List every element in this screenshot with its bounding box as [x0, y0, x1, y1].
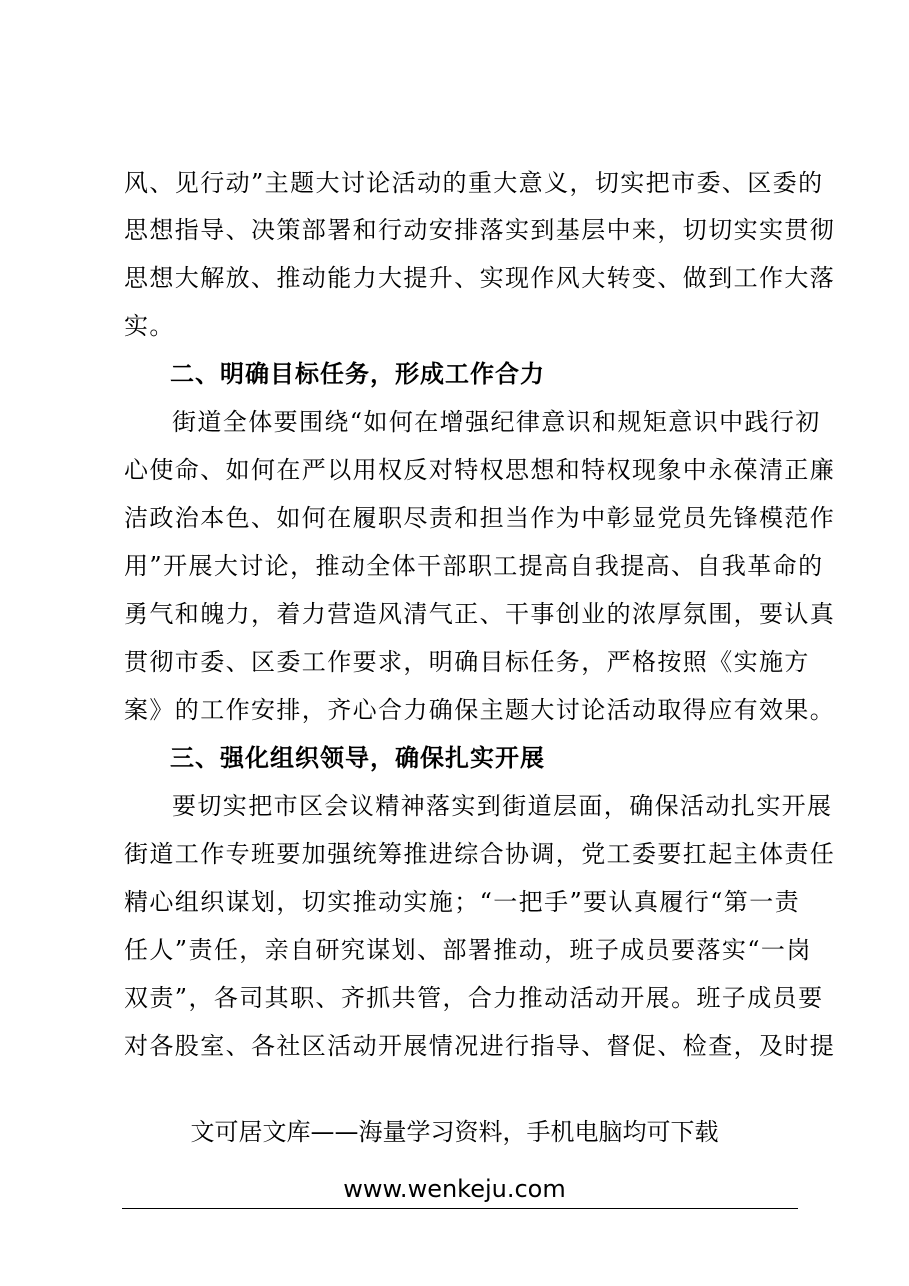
body-line: 实。 — [124, 312, 175, 340]
body-line: 对各股室、各社区活动开展情况进行指导、督促、检查，及时提 — [124, 1032, 836, 1060]
footer-url[interactable]: www.wenkeju.com — [343, 1175, 566, 1203]
body-line: 街道工作专班要加强统筹推进综合协调，党工委要扛起主体责任 — [124, 840, 836, 868]
body-line: 思想大解放、推动能力大提升、实现作风大转变、做到工作大落 — [124, 264, 836, 292]
footer-divider — [122, 1208, 798, 1209]
body-line: 心使命、如何在严以用权反对特权思想和特权现象中永葆清正廉 — [124, 456, 836, 484]
body-line: 思想指导、决策部署和行动安排落实到基层中来，切切实实贯彻 — [124, 216, 836, 244]
footer-slogan: 文可居文库——海量学习资料，手机电脑均可下载 — [190, 1118, 719, 1146]
body-line: 风、见行动”主题大讨论活动的重大意义，切实把市委、区委的 — [124, 169, 824, 197]
body-line: 街道全体要围绕“如何在增强纪律意识和规矩意识中践行初 — [172, 408, 821, 436]
body-line: 要切实把市区会议精神落实到街道层面，确保活动扎实开展 — [172, 792, 833, 820]
body-line: 案》的工作安排，齐心合力确保主题大讨论活动取得应有效果。 — [124, 696, 836, 724]
section-heading-3: 三、强化组织领导，确保扎实开展 — [170, 744, 545, 772]
body-line: 勇气和魄力，着力营造风清气正、干事创业的浓厚氛围，要认真 — [124, 600, 836, 628]
body-line: 贯彻市委、区委工作要求，明确目标任务，严格按照《实施方 — [124, 648, 810, 676]
body-line: 双责”，各司其职、齐抓共管，合力推动活动开展。班子成员要 — [124, 984, 824, 1012]
section-heading-2: 二、明确目标任务，形成工作合力 — [170, 360, 545, 388]
body-line: 精心组织谋划，切实推动实施；“一把手”要认真履行“第一责 — [124, 888, 801, 916]
body-line: 洁政治本色、如何在履职尽责和担当作为中彰显党员先锋模范作 — [124, 504, 836, 532]
body-line: 任人”责任，亲自研究谋划、部署推动，班子成员要落实“一岗 — [124, 936, 812, 964]
body-line: 用”开展大讨论，推动全体干部职工提高自我提高、自我革命的 — [124, 552, 824, 580]
